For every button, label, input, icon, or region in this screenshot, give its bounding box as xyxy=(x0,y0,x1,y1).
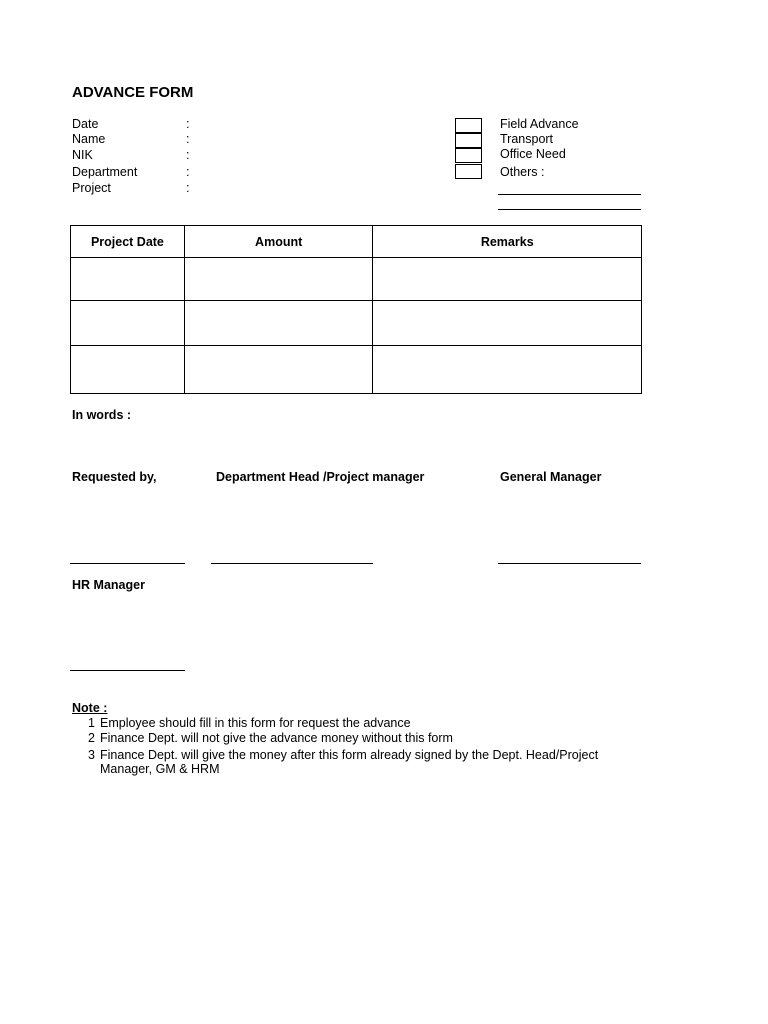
date-label: Date xyxy=(72,117,99,131)
requested-by-signature-line[interactable] xyxy=(70,563,185,564)
nik-colon: : xyxy=(186,148,190,162)
remarks-cell[interactable] xyxy=(373,258,642,301)
department-label: Department xyxy=(72,165,138,179)
project-colon: : xyxy=(186,181,190,195)
others-checkbox[interactable] xyxy=(455,164,482,179)
date-colon: : xyxy=(186,117,190,131)
hr-manager-label: HR Manager xyxy=(72,578,145,592)
note-number: 1 xyxy=(88,716,95,730)
name-label: Name xyxy=(72,132,106,146)
general-manager-label: General Manager xyxy=(500,470,602,484)
others-line-2[interactable] xyxy=(498,209,641,210)
dept-head-signature-line[interactable] xyxy=(211,563,373,564)
note-number: 2 xyxy=(88,731,95,745)
remarks-cell[interactable] xyxy=(373,301,642,346)
office-need-checkbox[interactable] xyxy=(455,148,482,163)
amount-header: Amount xyxy=(184,226,373,258)
office-need-label: Office Need xyxy=(500,147,566,161)
table-header-row xyxy=(71,226,642,258)
table-row xyxy=(71,258,642,301)
project-date-cell[interactable] xyxy=(71,346,185,394)
amount-cell[interactable] xyxy=(184,346,373,394)
project-date-cell[interactable] xyxy=(71,301,185,346)
note-text-continued: Manager, GM & HRM xyxy=(100,762,220,776)
project-date-header: Project Date xyxy=(71,226,185,258)
others-line-1[interactable] xyxy=(498,194,641,195)
project-date-cell[interactable] xyxy=(71,258,185,301)
name-colon: : xyxy=(186,132,190,146)
note-label: Note : xyxy=(72,701,108,715)
hr-manager-signature-line[interactable] xyxy=(70,670,185,671)
remarks-cell[interactable] xyxy=(373,346,642,394)
project-label: Project xyxy=(72,181,111,195)
field-advance-label: Field Advance xyxy=(500,117,579,131)
remarks-header: Remarks xyxy=(373,226,642,258)
field-advance-checkbox[interactable] xyxy=(455,118,482,133)
amount-cell[interactable] xyxy=(184,301,373,346)
others-label: Others : xyxy=(500,165,545,179)
note-text: Finance Dept. will give the money after this form already signed by the Dept. Head/Project xyxy=(100,748,599,762)
table-row xyxy=(71,346,642,394)
amount-cell[interactable] xyxy=(184,258,373,301)
form-title: ADVANCE FORM xyxy=(72,84,194,101)
table-row xyxy=(71,301,642,346)
general-manager-signature-line[interactable] xyxy=(498,563,641,564)
department-colon: : xyxy=(186,165,190,179)
transport-checkbox[interactable] xyxy=(455,133,482,148)
nik-label: NIK xyxy=(72,148,93,162)
note-text: Finance Dept. will not give the advance money without this form xyxy=(100,731,453,745)
dept-head-label: Department Head /Project manager xyxy=(216,470,425,484)
note-text: Employee should fill in this form for request the advance xyxy=(100,716,411,730)
advance-table xyxy=(70,225,642,394)
note-number: 3 xyxy=(88,748,95,762)
transport-label: Transport xyxy=(500,132,554,146)
requested-by-label: Requested by, xyxy=(72,470,157,484)
in-words-label: In words : xyxy=(72,408,132,422)
